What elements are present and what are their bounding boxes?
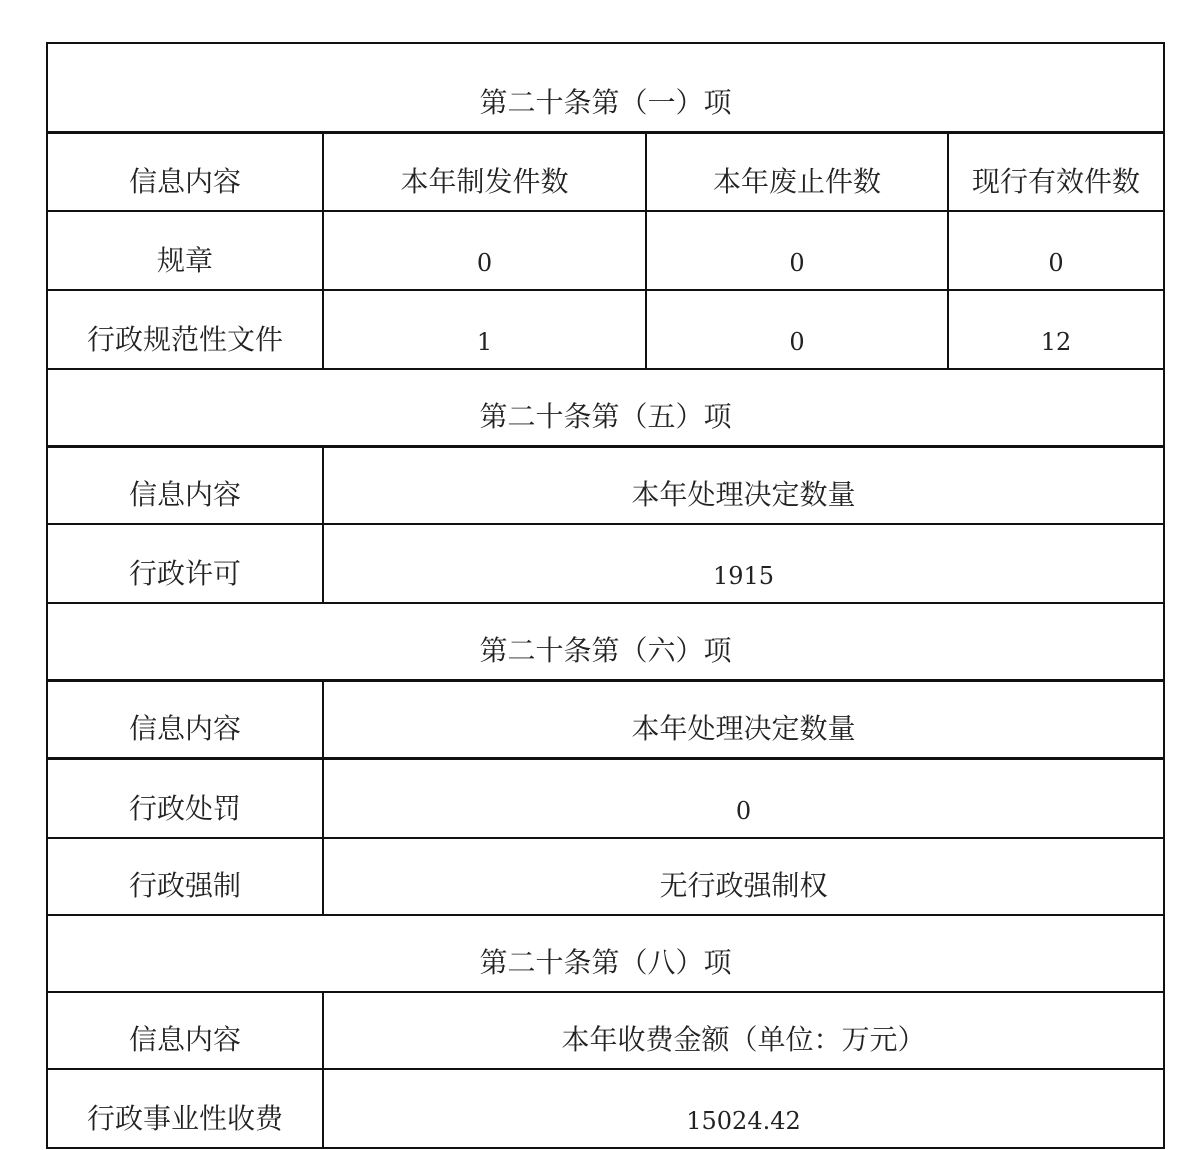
- section-title-row: [47, 43, 1164, 133]
- row-label: 行政强制: [47, 838, 323, 915]
- section-title-row: [47, 603, 1164, 681]
- row-label: 规章: [47, 211, 323, 290]
- table-row: [47, 524, 1164, 603]
- header-row: [47, 681, 1164, 759]
- header-cell-info: 信息内容: [47, 446, 323, 524]
- header-cell-info: 信息内容: [47, 133, 323, 211]
- section-title: 第二十条第（六）项: [47, 603, 1164, 681]
- header-cell-fees: 本年收费金额（单位：万元）: [323, 992, 1164, 1069]
- row-label: 行政事业性收费: [47, 1069, 323, 1148]
- header-cell-valid: 现行有效件数: [948, 133, 1164, 211]
- disclosure-table: [46, 42, 1165, 1149]
- section-title-row: [47, 369, 1164, 447]
- header-cell-info: 信息内容: [47, 681, 323, 759]
- row-value: 0: [948, 211, 1164, 290]
- section-title-row: [47, 915, 1164, 992]
- table-row: [47, 211, 1164, 290]
- table-row: [47, 759, 1164, 839]
- row-value: 1: [323, 290, 646, 369]
- row-value: 0: [646, 290, 948, 369]
- section-title: 第二十条第（八）项: [47, 915, 1164, 992]
- row-value: 1915: [323, 524, 1164, 603]
- header-cell-decisions: 本年处理决定数量: [323, 446, 1164, 524]
- header-cell-issued: 本年制发件数: [323, 133, 646, 211]
- row-label: 行政处罚: [47, 759, 323, 839]
- row-label: 行政规范性文件: [47, 290, 323, 369]
- row-value: 无行政强制权: [323, 838, 1164, 915]
- header-row: [47, 992, 1164, 1069]
- row-label: 行政许可: [47, 524, 323, 603]
- row-value: 0: [646, 211, 948, 290]
- header-row: [47, 133, 1164, 211]
- header-cell-repealed: 本年废止件数: [646, 133, 948, 211]
- row-value: 0: [323, 759, 1164, 839]
- row-value: 15024.42: [323, 1069, 1164, 1148]
- section-title: 第二十条第（一）项: [47, 43, 1164, 133]
- header-row: [47, 446, 1164, 524]
- section-title: 第二十条第（五）项: [47, 369, 1164, 447]
- table-row: [47, 290, 1164, 369]
- table-row: [47, 838, 1164, 915]
- row-value: 12: [948, 290, 1164, 369]
- row-value: 0: [323, 211, 646, 290]
- table-row: [47, 1069, 1164, 1148]
- header-cell-decisions: 本年处理决定数量: [323, 681, 1164, 759]
- header-cell-info: 信息内容: [47, 992, 323, 1069]
